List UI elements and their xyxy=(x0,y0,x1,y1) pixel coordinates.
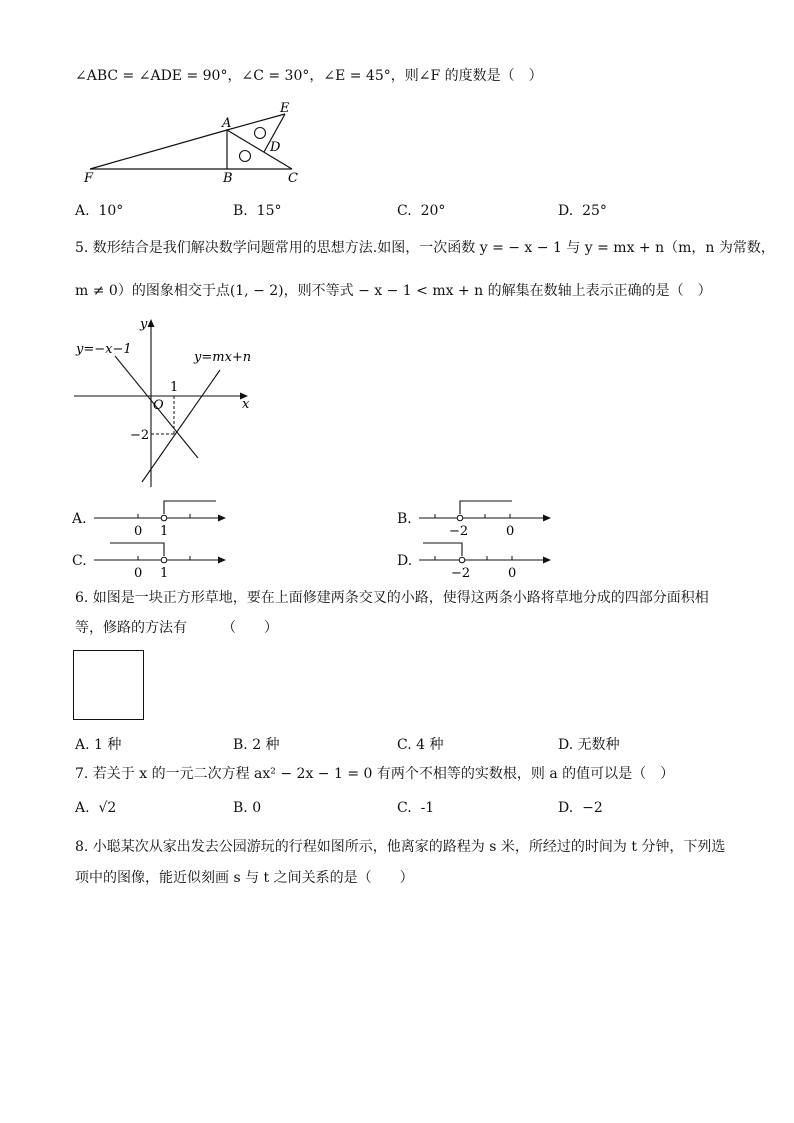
option-text: −2 xyxy=(582,800,603,816)
q7-option-b[interactable] xyxy=(233,800,261,816)
option-text: 25° xyxy=(582,203,607,219)
q4-option-c[interactable] xyxy=(397,203,445,219)
tick-label: 0 xyxy=(134,524,143,539)
q5-option-b-numberline[interactable] xyxy=(415,496,565,540)
option-text: 4 种 xyxy=(416,737,444,753)
tick-label: −2 xyxy=(449,524,469,539)
q5-option-c-key[interactable]: C. xyxy=(72,553,87,569)
tick-y-label: −2 xyxy=(130,428,150,443)
q5-option-a-key[interactable]: A. xyxy=(72,511,87,527)
q8-stem-line2: 项中的图像，能近似刻画 s 与 t 之间关系的是（ ） xyxy=(75,870,414,886)
option-text: 无数种 xyxy=(577,737,620,753)
option-text: √2 xyxy=(98,800,117,816)
label-e: E xyxy=(280,101,290,116)
solution-bracket xyxy=(110,543,164,556)
q6-stem-line1: 6. 如图是一块正方形草地，要在上面修建两条交叉的小路，使得这两条小路将草地分成的四部分面积相 xyxy=(75,590,709,606)
tick-label: 0 xyxy=(508,566,517,581)
label-b: B xyxy=(223,171,233,186)
q4-option-a[interactable] xyxy=(75,203,123,219)
option-key: C. xyxy=(397,203,412,219)
q5-option-c-numberline[interactable] xyxy=(90,538,240,582)
option-text: 15° xyxy=(256,203,282,219)
square-lawn-figure xyxy=(73,650,144,720)
segment-ac xyxy=(227,130,292,169)
tick-label: 1 xyxy=(160,524,169,539)
solution-bracket xyxy=(460,501,512,514)
line2-label: y=mx+n xyxy=(194,350,252,365)
q6-stem-line2: 等，修路的方法有 （ ） xyxy=(75,620,278,636)
number-line-arrow xyxy=(218,557,226,564)
option-key: A. xyxy=(75,203,90,219)
option-key: D. xyxy=(558,737,574,753)
q5-stem-line2: m ≠ 0）的图象相交于点(1, − 2)，则不等式 − x − 1 < mx + n 的解集在数轴上表示正确的是（ ） xyxy=(75,283,712,299)
segment-ae xyxy=(227,114,285,130)
q5-option-a-numberline[interactable] xyxy=(90,496,240,540)
option-key: A. xyxy=(75,800,90,816)
q6-option-d[interactable] xyxy=(558,734,620,754)
open-circle xyxy=(161,557,167,563)
q7-option-a[interactable] xyxy=(75,800,116,816)
option-text: 20° xyxy=(420,203,446,219)
option-key: D. xyxy=(558,203,574,219)
option-key: A. xyxy=(75,737,90,753)
q7-option-d[interactable] xyxy=(558,800,603,816)
q5-function-graph xyxy=(70,312,260,492)
q7-option-c[interactable] xyxy=(397,800,434,816)
q5-option-d-key[interactable]: D. xyxy=(397,553,413,569)
q6-option-b[interactable] xyxy=(233,734,280,754)
q4-option-d[interactable] xyxy=(558,203,607,219)
open-circle xyxy=(457,515,463,521)
option-key: C. xyxy=(397,737,412,753)
label-a: A xyxy=(222,116,232,131)
option-key: D. xyxy=(558,800,574,816)
tick-label: 0 xyxy=(134,566,143,581)
tick-label: 0 xyxy=(506,524,515,539)
circle-mark-upper xyxy=(255,128,266,139)
solution-bracket xyxy=(423,543,462,556)
option-key: B. xyxy=(233,203,248,219)
x-axis-label: x xyxy=(242,397,250,412)
option-key: B. xyxy=(233,800,248,816)
open-circle xyxy=(161,515,167,521)
option-key: C. xyxy=(397,800,412,816)
option-text: 0 xyxy=(252,800,262,816)
open-circle xyxy=(459,557,465,563)
segment-fa xyxy=(90,130,227,169)
label-f: F xyxy=(84,171,94,186)
q4-stem: ∠ABC = ∠ADE = 90°，∠C = 30°，∠E = 45°，则∠F 的度数是（ ） xyxy=(75,68,543,84)
number-line-arrow xyxy=(543,557,551,564)
origin-label: O xyxy=(153,398,164,413)
q5-option-d-numberline[interactable] xyxy=(415,538,565,582)
q6-option-a[interactable] xyxy=(75,734,121,754)
q4-triangle-figure xyxy=(70,96,330,188)
number-line-arrow xyxy=(543,515,551,522)
line1-label: y=−x−1 xyxy=(76,342,132,357)
label-d: D xyxy=(270,140,281,155)
q4-option-b[interactable] xyxy=(233,203,281,219)
q7-stem: 7. 若关于 x 的一元二次方程 ax² − 2x − 1 = 0 有两个不相等的实数根，则 a 的值可以是（ ） xyxy=(75,766,675,782)
line-mx-plus-n xyxy=(142,370,220,482)
q8-stem-line1: 8. 小聪某次从家出发去公园游玩的行程如图所示，他离家的路程为 s 米，所经过的时间为 t 分钟，下列选 xyxy=(75,839,726,855)
q6-option-c[interactable] xyxy=(397,734,443,754)
q5-option-b-key[interactable]: B. xyxy=(397,511,412,527)
option-key: B. xyxy=(233,737,248,753)
solution-bracket xyxy=(164,501,216,514)
tick-label: −2 xyxy=(451,566,471,581)
tick-label: 1 xyxy=(160,566,169,581)
option-text: 2 种 xyxy=(252,737,280,753)
option-text: 10° xyxy=(98,203,124,219)
option-text: 1 种 xyxy=(94,737,122,753)
option-text: -1 xyxy=(420,800,435,816)
tick-x-label: 1 xyxy=(170,380,179,395)
q5-stem-line1: 5. 数形结合是我们解决数学问题常用的思想方法.如图，一次函数 y = − x − 1 与 y = mx + n（m，n 为常数， xyxy=(75,240,775,256)
y-axis-label: y xyxy=(140,317,148,332)
y-axis-arrow xyxy=(148,319,155,327)
label-c: C xyxy=(288,171,298,186)
number-line-arrow xyxy=(218,515,226,522)
circle-mark-lower xyxy=(240,151,251,162)
